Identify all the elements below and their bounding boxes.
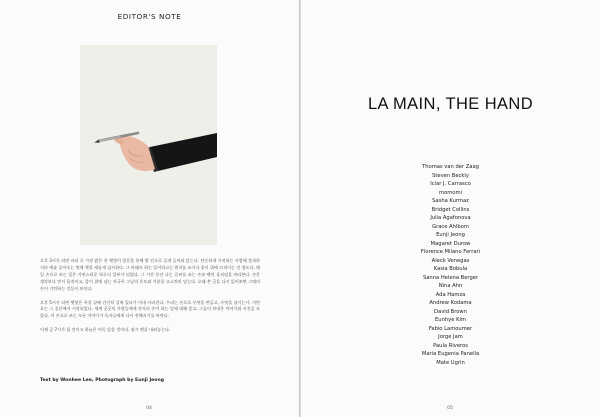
contributor-name: Grace Ahlbom (432, 223, 469, 230)
contributor-name: Julia Agafonova (430, 215, 471, 221)
contributor-name: Eunji Jeong (436, 232, 465, 238)
contributor-name: Magaret Durow (430, 240, 471, 247)
contributor-name: Paula Riveros (433, 342, 468, 349)
body-paragraph: 오후 5시가 되면 햇빛은 옥상 끝에 간신히 걸쳐 있다가 이내 사라진다. 우리는 손으로 무엇을 만들고, 무엇을 남기는가. 이번 호는 그 질문에서 시작되었다. 세계 곳곳의 사람들에게 각자의 손이 하는 일에 대해 묻고, 그들이 보내온 이야기와 사진을 모았다. 이 손으로 쓰는 모든 이야기가 독자들에게 다시 전해지기를 바란다. (40, 299, 260, 319)
contributor-name: Florence Milano Ferrari (420, 249, 481, 255)
right-page (301, 0, 600, 417)
contributor-name: Nina Ahn (438, 283, 463, 289)
contributor-name: Iciar J. Carrasco (430, 181, 471, 187)
body-paragraph: 오후 3시가 되면 파리 중 가장 밝은 한 햇빛이 창문을 통해 방 안으로 길게 들어와 앉는다. 단순하게 시작하는 사람에 불과한지라 예술 들어오는 빛에 책상 새롭게 감사한다. 그 아래서 하는 일이라고는 편지를 쓰거나 종이 위에 끄적이는 것 정도다. 매일 손으로 쓰는 일은 자연스러운 하루의 일부가 되었다. 그 시간 동안 나는 글씨를 쓰는 손과 펜의 움직임을 바라본다. 손은 생각보다 먼저 움직이고, 종이 위에 남는 자국은 그날의 온도와 기분을 고스란히 담는다. 오래 쓴 글을 다시 읽어보면 그때의 손이 기억하는 것들이 보인다. (40, 258, 260, 291)
contributor-name: Steven Beckly (432, 172, 469, 179)
contributor-name: Fabio Lamoumer (428, 325, 473, 332)
feature-title: LA MAIN, THE HAND (367, 95, 534, 113)
contributor-name: Sanna Helena Berger (422, 274, 479, 281)
credit-line: Text by Wonhee Lee, Photograph by Eunji Jeong (40, 378, 165, 383)
contributor-name: Bridget Collins (431, 206, 470, 213)
section-title: EDITOR'S NOTE (117, 12, 182, 21)
contributor-name: Ada Hamza (435, 291, 466, 298)
contributor-name: momomi (439, 189, 462, 196)
contributor-name: Kasia Bobula (433, 266, 468, 272)
contributor-name: David Brown (434, 308, 467, 315)
contributor-name: Eunhye Kim (435, 317, 466, 323)
contributor-name: Maria Eugenia Panella (421, 351, 480, 357)
body-paragraph: 이제 곧 7시가 될 것이고 하늘은 어둑 앉을 것이다. 잠시 펜을 내려놓는다. (40, 327, 171, 333)
contributor-list (301, 163, 600, 367)
editor-note-body (40, 258, 260, 341)
contributor-name: Mate Ugrin (436, 359, 465, 366)
contributor-name: Sasha Kurmaz (432, 198, 469, 204)
page-number-left: 04 (146, 406, 152, 411)
hand-holding-pen-photo (80, 45, 217, 245)
contributor-name: Jorge Jam (438, 334, 463, 340)
page-number-right: 05 (447, 406, 453, 411)
contributor-name: Andrew Kodama (429, 300, 472, 306)
hand-pen-illustration (80, 45, 217, 245)
contributor-name: Thomas van der Zaag (422, 164, 479, 170)
contributor-name: Aleck Venegas (431, 257, 470, 264)
left-page (0, 0, 299, 417)
